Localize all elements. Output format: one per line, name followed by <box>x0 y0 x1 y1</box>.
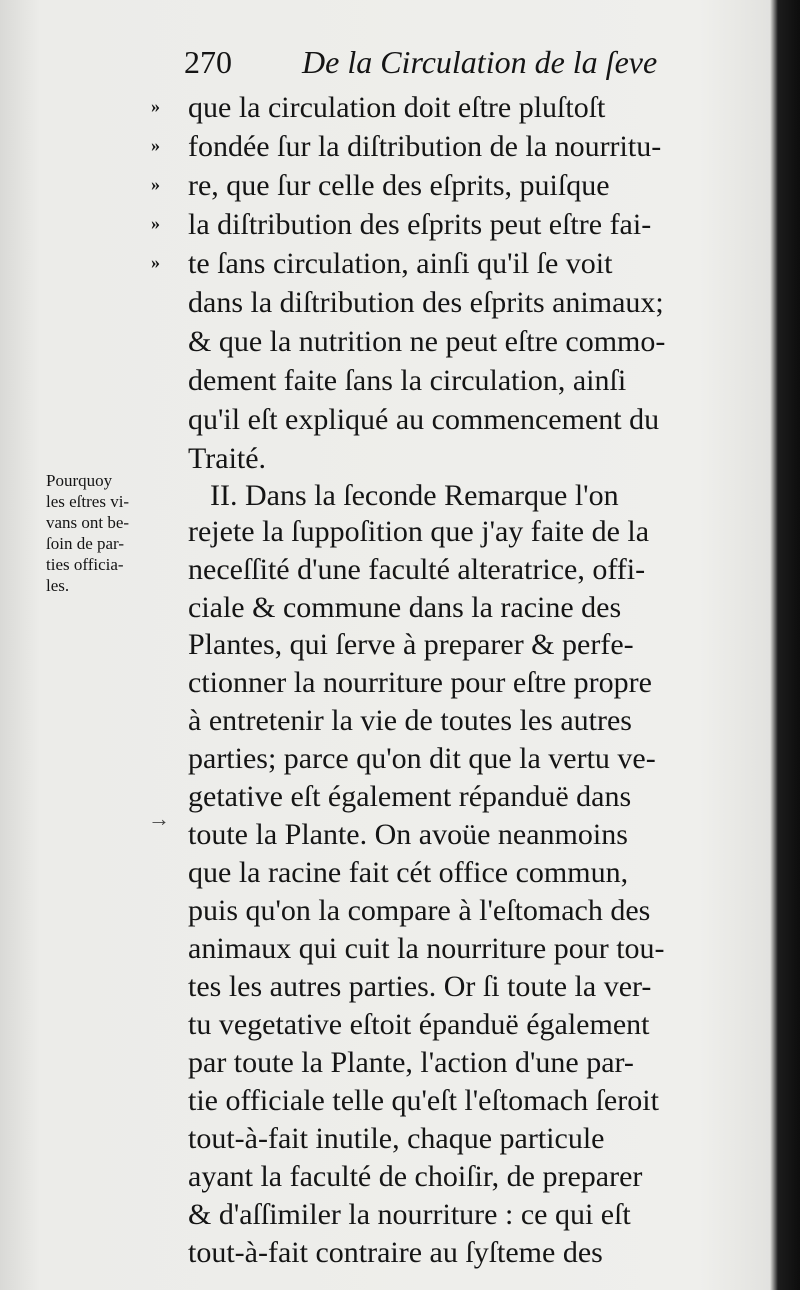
margin-note <box>46 470 129 596</box>
text-line: tout-à-fait contraire au ſyſteme des <box>188 1236 603 1269</box>
margin-note-line: les eſtres vi- <box>46 492 130 511</box>
text-line: tes les autres parties. Or ſi toute la ver- <box>188 970 652 1003</box>
text-line: Plantes, qui ſerve à preparer & perfe- <box>188 628 634 661</box>
text-line: & que la nutrition ne peut eſtre commo- <box>188 325 666 358</box>
text-line: par toute la Plante, l'action d'une par- <box>188 1046 634 1079</box>
text-line: à entretenir la vie de toutes les autres <box>188 704 632 737</box>
text-line: tie officiale telle qu'eſt l'eſtomach ſeroit <box>188 1084 659 1117</box>
running-title: De la Circulation de la ſeve <box>302 44 658 80</box>
quote-mark: » <box>151 252 160 272</box>
text-line: ciale & commune dans la racine des <box>188 591 622 624</box>
text-line: Traité. <box>188 442 267 475</box>
text-line: que la circulation doit eſtre pluſtoſt <box>188 91 606 124</box>
text-line: ayant la faculté de choiſir, de preparer <box>188 1160 643 1193</box>
quote-mark: » <box>151 135 160 155</box>
margin-note-line: les. <box>46 576 70 595</box>
margin-note-line: vans ont be- <box>46 513 130 532</box>
text-line: toute la Plante. On avoüe neanmoins <box>188 818 628 851</box>
quote-mark: » <box>151 174 160 194</box>
text-line: neceſſité d'une faculté alteratrice, offi- <box>188 553 646 586</box>
page-number: 270 <box>184 44 232 80</box>
text-line: & d'aſſimiler la nourriture : ce qui eſt <box>188 1198 631 1231</box>
margin-note-line: Pourquoy <box>46 471 113 490</box>
text-line: puis qu'on la compare à l'eſtomach des <box>188 894 651 927</box>
text-line: la diſtribution des eſprits peut eſtre fai- <box>188 208 652 241</box>
quote-mark: » <box>151 213 160 233</box>
text-line: te ſans circulation, ainſi qu'il ſe voit <box>188 247 613 280</box>
margin-note-line: ſoin de par- <box>46 534 125 553</box>
quote-mark: » <box>151 96 160 116</box>
margin-note-line: ties officia- <box>46 555 124 574</box>
text-line: animaux qui cuit la nourriture pour tou- <box>188 932 665 965</box>
text-line: qu'il eſt expliqué au commencement du <box>188 403 660 436</box>
text-line: dement faite ſans la circulation, ainſi <box>188 364 627 397</box>
text-line: tout-à-fait inutile, chaque particule <box>188 1122 605 1155</box>
text-line: II. Dans la ſeconde Remarque l'on <box>210 479 619 512</box>
margin-arrow-mark: → <box>148 806 170 831</box>
text-line: re, que ſur celle des eſprits, puiſque <box>188 169 610 202</box>
text-line: dans la diſtribution des eſprits animaux; <box>188 286 664 319</box>
text-line: parties; parce qu'on dit que la vertu ve- <box>188 742 656 775</box>
text-line: getative eſt également répanduë dans <box>188 780 632 813</box>
text-line: que la racine fait cét office commun, <box>188 856 629 889</box>
text-line: ctionner la nourriture pour eſtre propre <box>188 666 652 699</box>
text-line: rejete la ſuppoſition que j'ay faite de la <box>188 515 650 548</box>
text-line: fondée ſur la diſtribution de la nourritu- <box>188 130 662 163</box>
text-line: tu vegetative eſtoit épanduë également <box>188 1008 650 1041</box>
